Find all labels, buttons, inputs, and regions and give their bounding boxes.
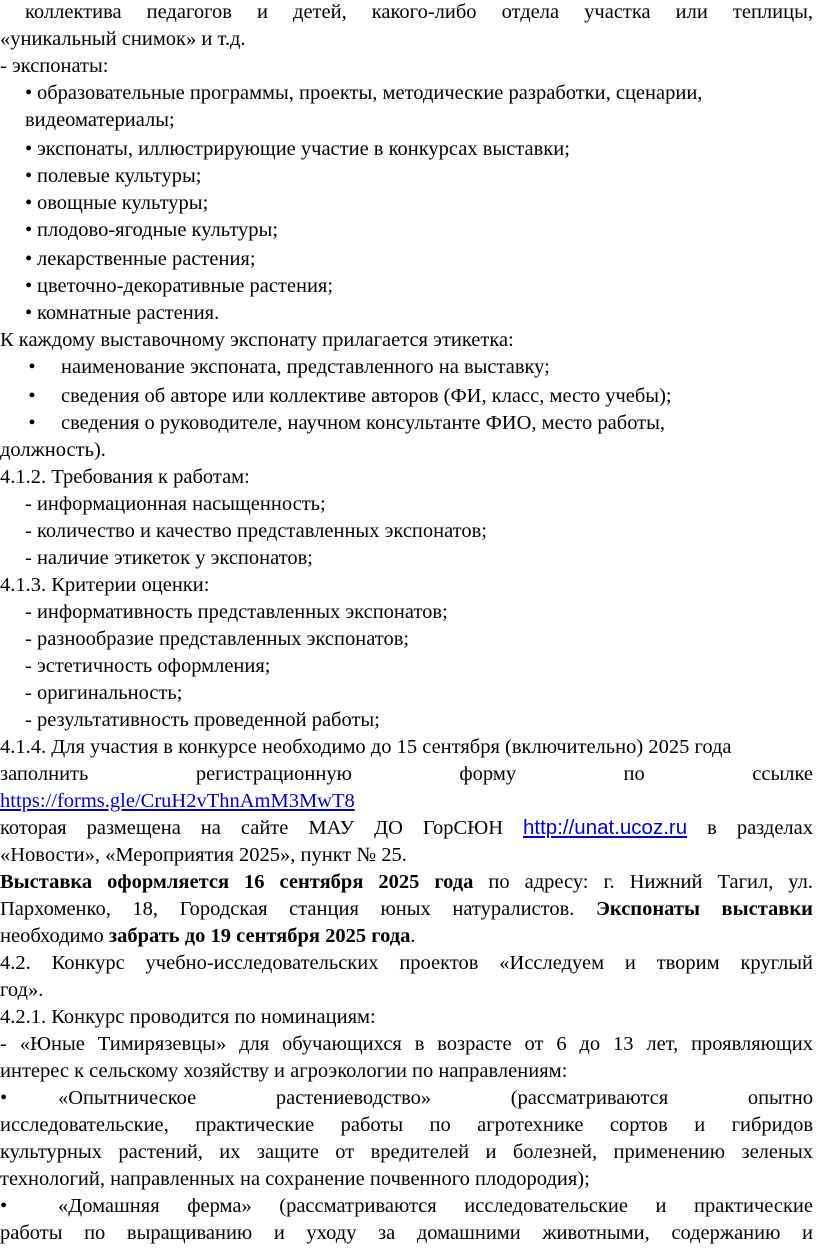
site-link[interactable]: http://unat.ucoz.ru xyxy=(523,816,688,839)
list-item: • лекарственные растения; xyxy=(25,246,256,273)
text-line: заполнить регистрационную форму по ссылке xyxy=(0,763,813,785)
list-item: • овощные культуры; xyxy=(25,190,208,217)
bullet-icon: • xyxy=(25,165,33,187)
text-line: - «Юные Тимирязевцы» для обучающихся в возрасте от 6 до 13 лет, проявляющих xyxy=(0,1033,813,1055)
text-line: должность). xyxy=(0,439,106,461)
text-line: интерес к сельскому хозяйству и агроэкологии по направлениям: xyxy=(0,1060,568,1082)
list-item: • сведения о руководителе, научном консультанте ФИО, место работы, xyxy=(3,410,665,437)
section-heading: 4.1.2. Требования к работам: xyxy=(0,466,250,488)
text-line: «уникальный снимок» и т.д. xyxy=(0,28,246,50)
list-item: • «Опытническое растениеводство» (рассматриваются опытно xyxy=(0,1085,813,1112)
bullet-icon: • xyxy=(25,192,33,214)
text-line: необходимо забрать до 19 сентября 2025 года. xyxy=(0,925,416,947)
text-line: - разнообразие представленных экспонатов; xyxy=(25,628,410,650)
section-heading: 4.2. Конкурс учебно-исследовательских проектов «Исследуем и творим круглый xyxy=(0,952,813,974)
list-item: • образовательные программы, проекты, методические разработки, сценарии, xyxy=(25,80,702,107)
text-line: видеоматериалы; xyxy=(25,109,175,131)
text-line: Выставка оформляется 16 сентября 2025 года по адресу: г. Нижний Тагил, ул. xyxy=(0,871,813,893)
text-line: - экспонаты: xyxy=(0,55,109,77)
text-line: К каждому выставочному экспонату прилагается этикетка: xyxy=(0,329,514,351)
list-item: • цветочно-декоративные растения; xyxy=(25,273,333,300)
text-line: 4.1.4. Для участия в конкурсе необходимо до 15 сентября (включительно) 2025 года xyxy=(0,736,732,758)
text-line: которая размещена на сайте МАУ ДО ГорСЮН http://unat.ucoz.ru в разделах xyxy=(0,816,814,839)
bullet-icon: • xyxy=(28,412,36,434)
text-line: работы по выращиванию и уходу за домашними животными, содержанию и xyxy=(0,1222,813,1244)
text-line: «Новости», «Мероприятия 2025», пункт № 25. xyxy=(0,844,407,866)
bullet-icon: • xyxy=(25,275,33,297)
bullet-icon: • xyxy=(25,219,33,241)
text-line: год». xyxy=(0,979,44,1001)
list-item: • экспонаты, иллюстрирующие участие в конкурсах выставки; xyxy=(25,136,570,163)
registration-form-link[interactable]: https://forms.gle/CruH2vThnAmM3MwT8 xyxy=(0,790,355,812)
text-line: коллектива педагогов и детей, какого-либо отдела участка или теплицы, xyxy=(25,1,813,23)
text-line: - оригинальность; xyxy=(25,682,183,704)
bullet-icon: • xyxy=(0,1195,8,1217)
bullet-icon: • xyxy=(28,356,36,378)
text-line: технологий, направленных на сохранение почвенного плодородия); xyxy=(0,1168,590,1190)
text-line: культурных растений, их защите от вредителей и болезней, применению зеленых xyxy=(0,1141,813,1163)
list-item: • сведения об авторе или коллективе авторов (ФИ, класс, место учебы); xyxy=(3,383,672,410)
text-line: - результативность проведенной работы; xyxy=(25,709,380,731)
section-heading: 4.1.3. Критерии оценки: xyxy=(0,574,210,596)
list-item: • «Домашняя ферма» (рассматриваются исследовательские и практические xyxy=(0,1193,813,1220)
bullet-icon: • xyxy=(25,138,33,160)
text-line: - информационная насыщенность; xyxy=(25,493,326,515)
bullet-icon: • xyxy=(25,82,33,104)
text-line: Пархоменко, 18, Городская станция юных натуралистов. Экспонаты выставки xyxy=(0,898,813,920)
list-item: • наименование экспоната, представленного на выставку; xyxy=(3,354,550,381)
list-item: • плодово-ягодные культуры; xyxy=(25,217,278,244)
text-line: - количество и качество представленных экспонатов; xyxy=(25,520,487,542)
list-item: • комнатные растения. xyxy=(25,300,219,327)
list-item: • полевые культуры; xyxy=(25,163,201,190)
text-line xyxy=(0,788,355,815)
text-line: - эстетичность оформления; xyxy=(25,655,271,677)
bullet-icon: • xyxy=(25,302,33,324)
text-line: - информативность представленных экспонатов; xyxy=(25,601,448,623)
bullet-icon: • xyxy=(25,248,33,270)
bullet-icon: • xyxy=(0,1087,8,1109)
text-line: - наличие этикеток у экспонатов; xyxy=(25,547,314,569)
bullet-icon: • xyxy=(28,385,36,407)
section-heading: 4.2.1. Конкурс проводится по номинациям: xyxy=(0,1006,376,1028)
text-line: исследовательские, практические работы по агротехнике сортов и гибридов xyxy=(0,1114,813,1136)
